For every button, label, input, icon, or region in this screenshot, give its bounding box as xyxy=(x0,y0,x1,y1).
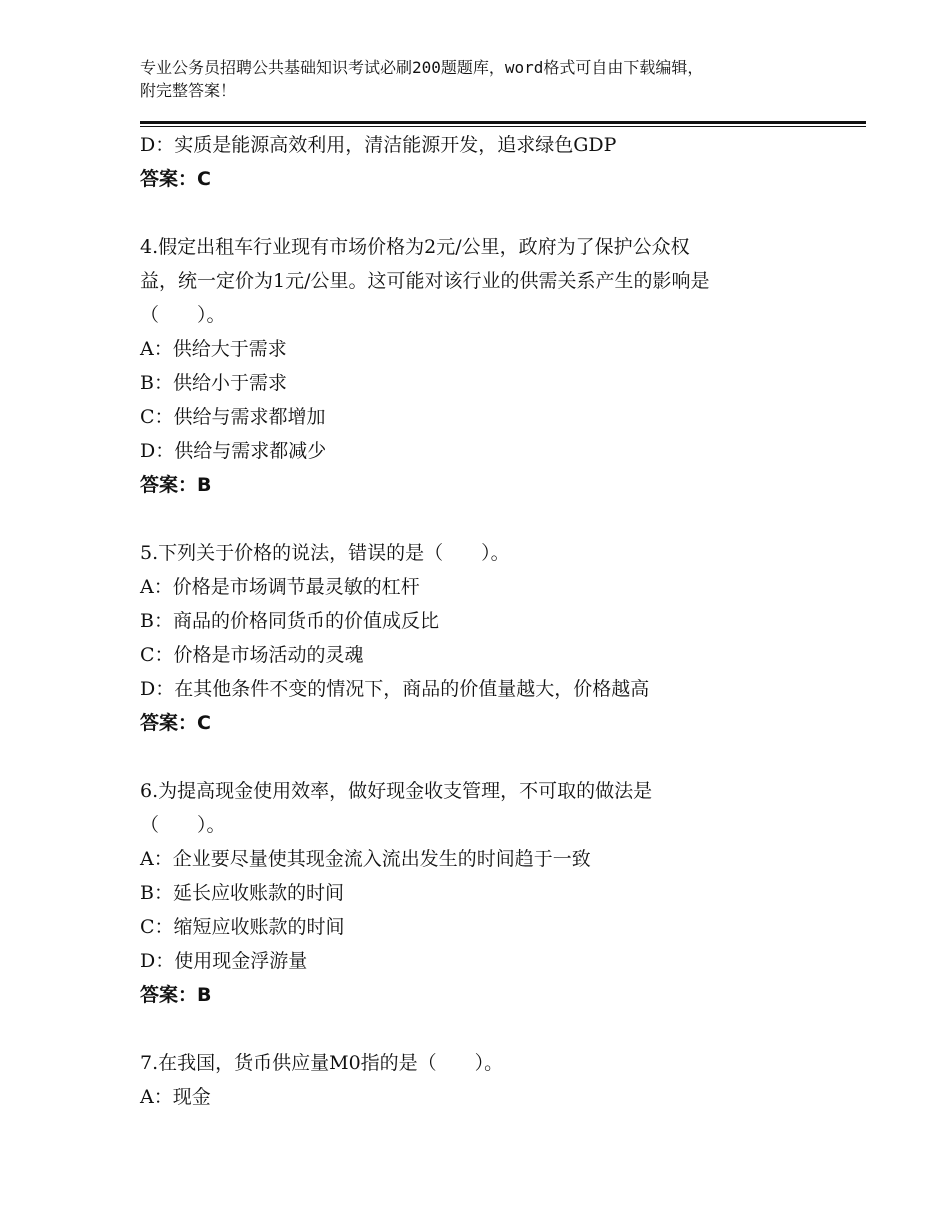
q5-option-b: B：商品的价格同货币的价值成反比 xyxy=(140,610,439,632)
header-rule-thin xyxy=(140,126,866,127)
spacer xyxy=(140,1012,840,1046)
q6-answer: 答案：B xyxy=(140,984,212,1006)
header-rule-thick xyxy=(140,121,866,124)
question-3 xyxy=(140,128,840,196)
q4-stem-line-3: （ ）。 xyxy=(140,304,226,326)
header-line-2: 附完整答案！ xyxy=(140,81,237,100)
q6-option-b: B：延长应收账款的时间 xyxy=(140,882,344,904)
q6-stem-line-1: 6.为提高现金使用效率，做好现金收支管理，不可取的做法是 xyxy=(140,780,653,802)
q7-option-a: A：现金 xyxy=(140,1086,211,1108)
document-body xyxy=(140,128,840,1114)
q5-option-a: A：价格是市场调节最灵敏的杠杆 xyxy=(140,576,420,598)
q3-answer: 答案：C xyxy=(140,168,211,190)
q6-option-d: D：使用现金浮游量 xyxy=(140,950,308,972)
spacer xyxy=(140,196,840,230)
question-6 xyxy=(140,774,840,1012)
question-7 xyxy=(140,1046,840,1114)
q5-option-d: D：在其他条件不变的情况下，商品的价值量越大，价格越高 xyxy=(140,678,650,700)
q3-option-d: D：实质是能源高效利用，清洁能源开发，追求绿色GDP xyxy=(140,134,617,156)
spacer xyxy=(140,502,840,536)
q4-option-a: A：供给大于需求 xyxy=(140,338,287,360)
question-4 xyxy=(140,230,840,502)
q4-option-b: B：供给小于需求 xyxy=(140,372,287,394)
q6-option-a: A：企业要尽量使其现金流入流出发生的时间趋于一致 xyxy=(140,848,591,870)
q6-stem-line-2: （ ）。 xyxy=(140,814,226,836)
q4-stem-line-1: 4.假定出租车行业现有市场价格为2元/公里，政府为了保护公众权 xyxy=(140,236,690,258)
q6-option-c: C：缩短应收账款的时间 xyxy=(140,916,345,938)
q5-option-c: C：价格是市场活动的灵魂 xyxy=(140,644,364,666)
q4-option-c: C：供给与需求都增加 xyxy=(140,406,326,428)
q4-answer: 答案：B xyxy=(140,474,212,496)
document-header xyxy=(140,56,830,102)
q5-stem-line-1: 5.下列关于价格的说法，错误的是（ ）。 xyxy=(140,542,510,564)
q4-stem-line-2: 益，统一定价为1元/公里。这可能对该行业的供需关系产生的影响是 xyxy=(140,270,710,292)
header-line-1: 专业公务员招聘公共基础知识考试必刷200题题库，word格式可自由下载编辑， xyxy=(140,58,704,77)
q7-stem-line-1: 7.在我国，货币供应量M0指的是（ ）。 xyxy=(140,1052,504,1074)
question-5 xyxy=(140,536,840,740)
q4-option-d: D：供给与需求都减少 xyxy=(140,440,327,462)
spacer xyxy=(140,740,840,774)
q5-answer: 答案：C xyxy=(140,712,211,734)
